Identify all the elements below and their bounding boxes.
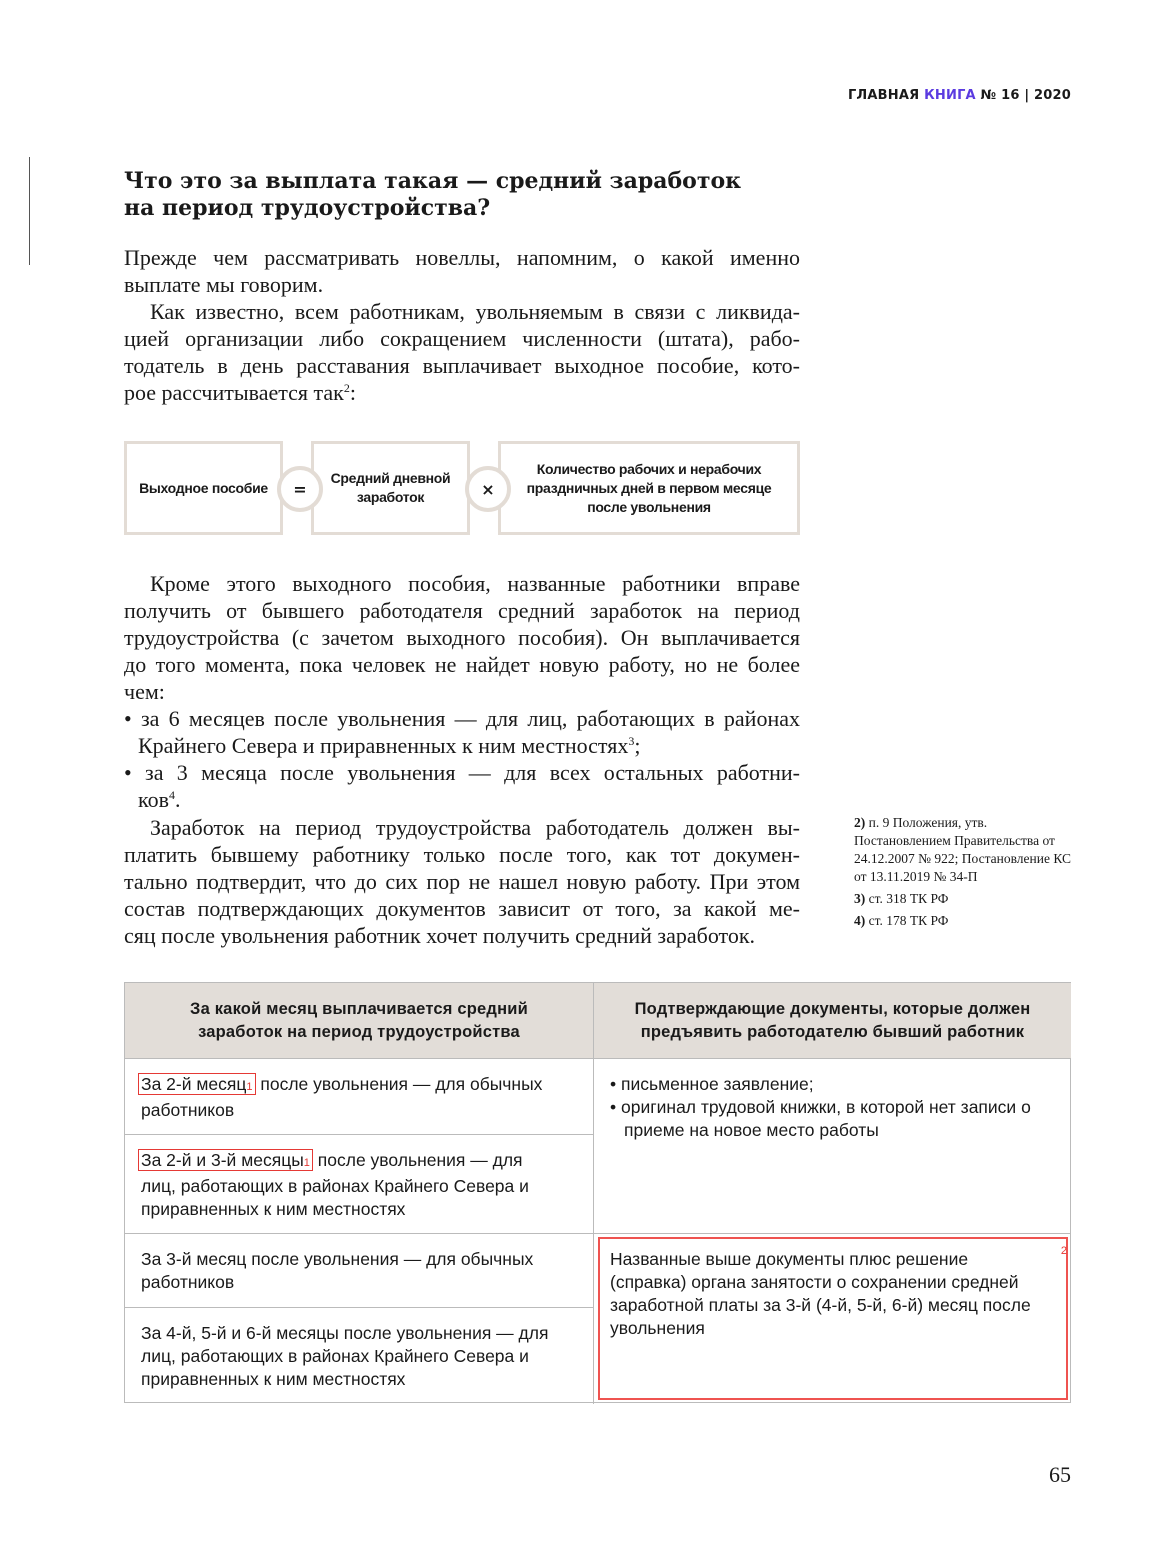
table-header-documents: Подтверждающие документы, которые должен предъявить работодателю бывший работник — [594, 983, 1071, 1058]
text-line: получить от бывшего работодателя средний заработок на период — [124, 598, 800, 623]
text-line: тально подтвердит, что до сих пор не нашел новую работу. При этом — [124, 869, 800, 894]
highlight-box: За 2-й месяц1 — [138, 1073, 256, 1095]
paragraph-2 — [124, 298, 800, 406]
page-number: 65 — [1049, 1462, 1071, 1487]
table-row: За 4-й, 5-й и 6-й месяцы после увольнения — для лиц, работающих в районах Крайнего Севера и приравненных к ним местностях — [141, 1323, 549, 1389]
footnotes — [854, 814, 1074, 934]
text-line: чем: — [124, 679, 165, 704]
list-item: • за 3 месяца после увольнения — для всех остальных работни- — [124, 760, 800, 785]
bullet-list — [124, 705, 800, 813]
documents-cell: Названные выше документы плюс решение (справка) органа занятости о сохранении средней заработной платы за 3-й (4-й, 5-й, 6-й) месяц после увольнения — [610, 1249, 1031, 1338]
text-line: Как известно, всем работникам, увольняемым в связи с ликвида- — [150, 299, 800, 324]
list-item: • оригинал трудовой книжки, в которой нет записи о приеме на новое место работы — [610, 1097, 1031, 1140]
formula-days-count: Количество рабочих и нерабочих праздничных дней в первом месяце после увольнения — [498, 441, 800, 535]
text-line: Кроме этого выходного пособия, названные работники вправе — [150, 571, 800, 596]
text-line: состав подтверждающих документов зависит от того, за какой ме- — [124, 896, 800, 921]
table-header-month: За какой месяц выплачивается средний заработок на период трудоустройства — [125, 983, 593, 1058]
title-line: на период трудоустройства? — [124, 195, 491, 221]
paragraph-1 — [124, 244, 800, 298]
margin-rule — [29, 157, 30, 265]
equals-icon: = — [277, 466, 323, 512]
list-item: • за 6 месяцев после увольнения — для лиц, работающих в районах — [124, 706, 800, 731]
footnote: 3) ст. 318 ТК РФ — [854, 891, 949, 906]
text-line: тодатель в день расставания выплачивает выходное пособие, кото- — [124, 353, 800, 378]
section-title — [124, 168, 741, 222]
table-row: За 2-й месяц1 после увольнения — для обычных работников — [125, 1059, 565, 1136]
highlight-box: За 2-й и 3-й месяцы1 — [138, 1149, 313, 1171]
table-row: За 2-й и 3-й месяцы1 после увольнения — для лиц, работающих в районах Крайнего Севера и приравненных к ним местностях — [125, 1135, 565, 1235]
paragraph-3 — [124, 570, 800, 705]
documents-cell — [594, 1059, 1064, 1156]
text-line: выплате мы говорим. — [124, 272, 324, 297]
footnote: 2) п. 9 Положения, утв. Постановлением Правительства от 24.12.2007 № 922; Постановление КС от 13.11.2019 № 34-П — [854, 815, 1072, 884]
documents-table — [124, 982, 1071, 1403]
formula-severance-pay: Выходное пособие — [124, 441, 283, 535]
footnote-ref[interactable]: 2 — [343, 381, 350, 395]
multiply-icon: × — [465, 466, 511, 512]
list-item-cont: Крайнего Севера и приравненных к ним местностях$^3$; — [138, 733, 641, 758]
brand-name-accent: КНИГА — [924, 88, 976, 103]
issue-number: № 16 | 2020 — [980, 88, 1071, 103]
footnote-ref[interactable]: 4 — [168, 788, 175, 802]
text-line: сяц после увольнения работник хочет получить средний заработок. — [124, 923, 756, 948]
text-line: Прежде чем рассматривать новеллы, напомним, о какой именно — [124, 245, 800, 270]
text-line: до того момента, пока человек не найдет новую работу, но не более — [124, 652, 800, 677]
table-row: За 3-й месяц после увольнения — для обычных работников — [141, 1249, 534, 1292]
footnote-ref[interactable]: 3 — [628, 734, 635, 748]
paragraph-4 — [124, 814, 800, 949]
text-line: платить бывшему работнику только после того, как тот докумен- — [124, 842, 800, 867]
highlight-box: 2 — [598, 1237, 1068, 1400]
text-line: трудоустройства (с зачетом выходного пособия). Он выплачивается — [124, 625, 800, 650]
running-header — [848, 88, 1071, 103]
brand-name: ГЛАВНАЯ — [847, 88, 920, 103]
list-item: • письменное заявление; — [610, 1074, 814, 1094]
list-item-cont: ков$^4$. — [138, 787, 181, 812]
title-line: Что это за выплата такая — средний заработок — [124, 168, 742, 194]
footnote: 4) ст. 178 ТК РФ — [854, 913, 949, 928]
text-line: рое рассчитывается так$^2$: — [124, 380, 356, 405]
formula-avg-daily-earnings: Средний дневной заработок — [311, 441, 470, 535]
text-line: Заработок на период трудоустройства работодатель должен вы- — [150, 815, 800, 840]
text-line: цией организации либо сокращением численности (штата), рабо- — [124, 326, 800, 351]
